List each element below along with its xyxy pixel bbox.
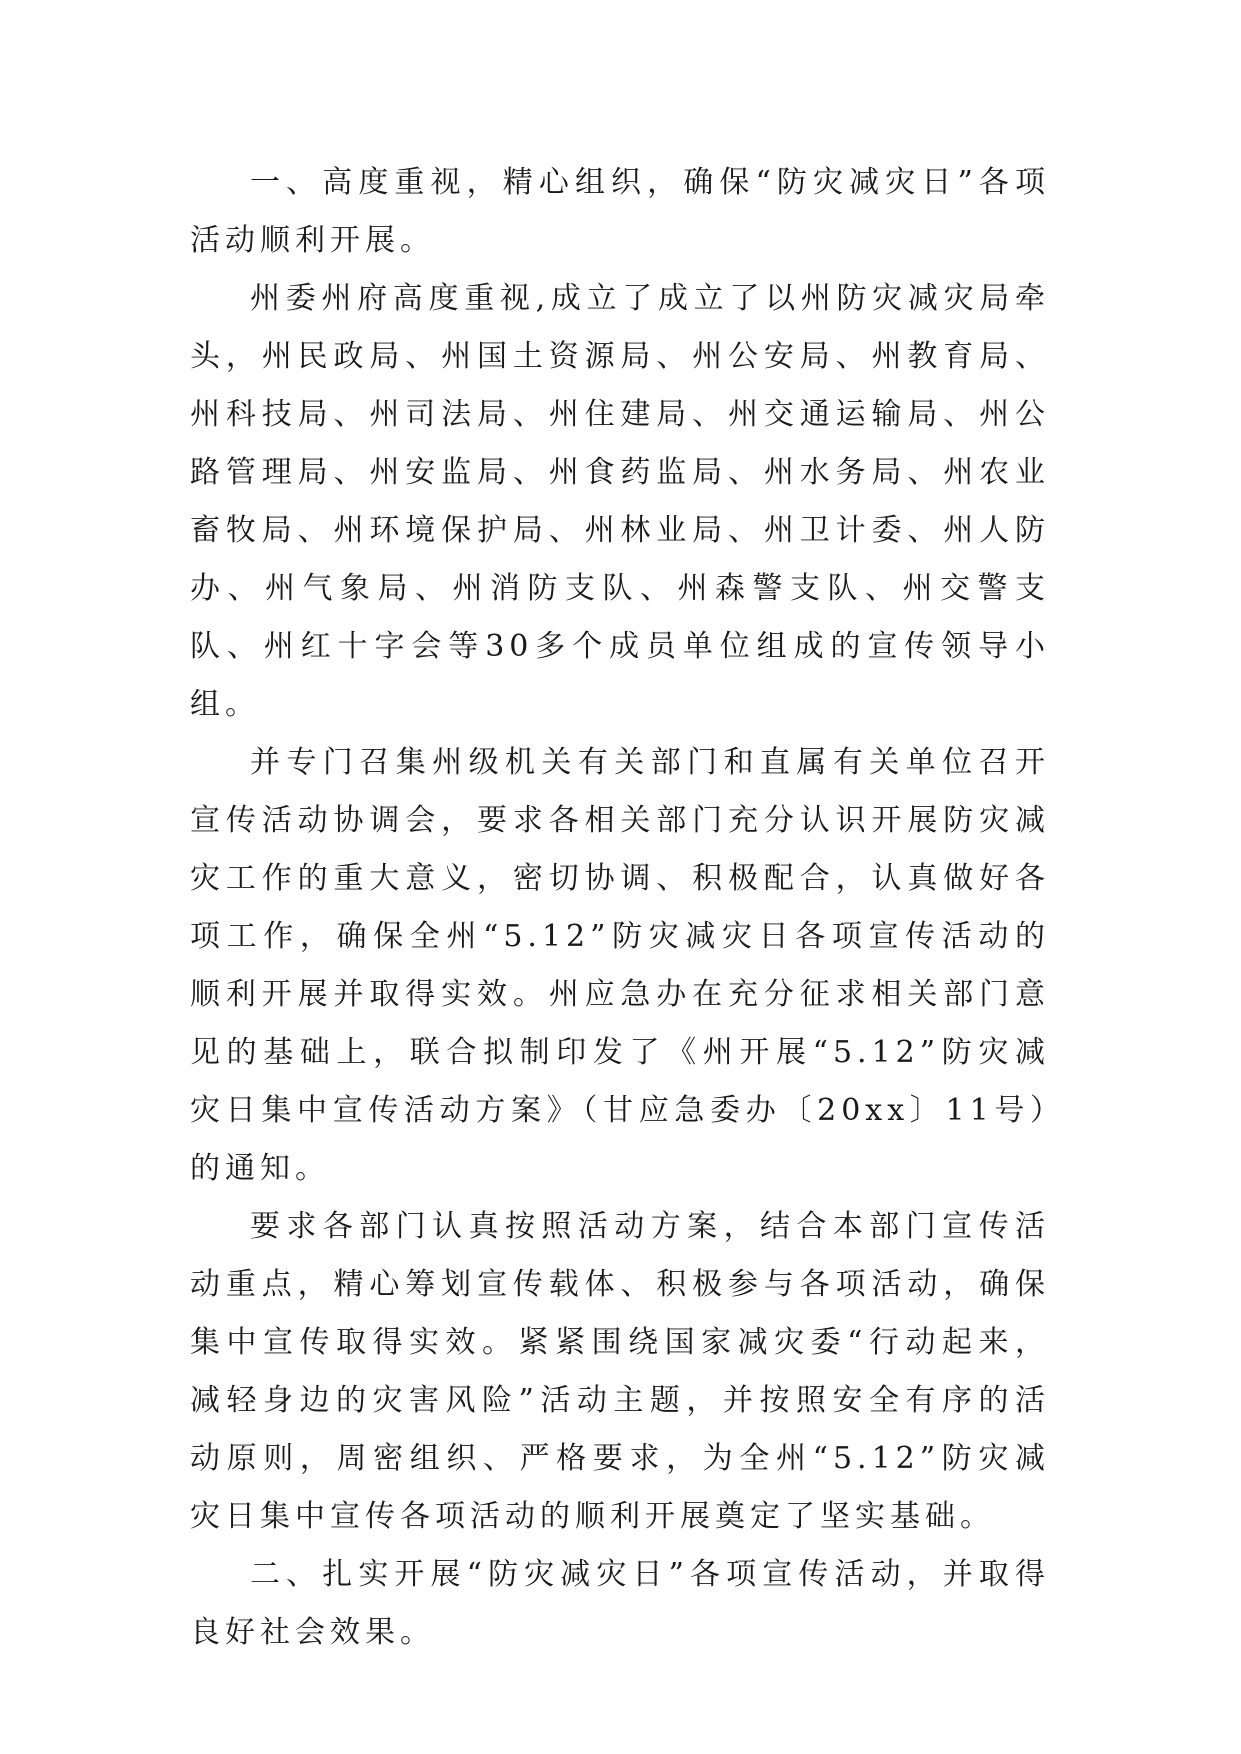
paragraph-activity-requirements: 要求各部门认真按照活动方案，结合本部门宣传活动重点，精心筹划宣传载体、积极参与各项活动，确保集中宣传取得实效。紧紧围绕国家减灾委“行动起来，减轻身边的灾害风险”活动主题，并按照安全有序的活动原则，周密组织、严格要求，为全州“5.12”防灾减灾日集中宣传各项活动的顺利开展奠定了坚实基础。 <box>190 1209 1050 1534</box>
paragraph-coordination-meeting: 并专门召集州级机关有关部门和直属有关单位召开宣传活动协调会，要求各相关部门充分认识开展防灾减灾工作的重大意义，密切协调、积极配合，认真做好各项工作，确保全州“5.12”防灾减灾日各项宣传活动的顺利开展并取得实效。州应急办在充分征求相关部门意见的基础上，联合拟制印发了《州开展“5.12”防灾减灾日集中宣传活动方案》（甘应急委办〔20xx〕11号）的通知。 <box>190 745 1050 1186</box>
section-heading-2: 二、扎实开展“防灾减灾日”各项宣传活动，并取得良好社会效果。 <box>190 1557 1050 1650</box>
paragraph-leadership-group: 州委州府高度重视,成立了成立了以州防灾减灾局牵头，州民政局、州国土资源局、州公安局、州教育局、州科技局、州司法局、州住建局、州交通运输局、州公路管理局、州安监局、州食药监局、州水务局、州农业畜牧局、州环境保护局、州林业局、州卫计委、州人防办、州气象局、州消防支队、州森警支队、州交警支队、州红十字会等30多个成员单位组成的宣传领导小组。 <box>190 281 1050 722</box>
section-heading-1: 一、高度重视，精心组织，确保“防灾减灾日”各项活动顺利开展。 <box>190 165 1050 258</box>
document-body <box>190 154 1050 1662</box>
